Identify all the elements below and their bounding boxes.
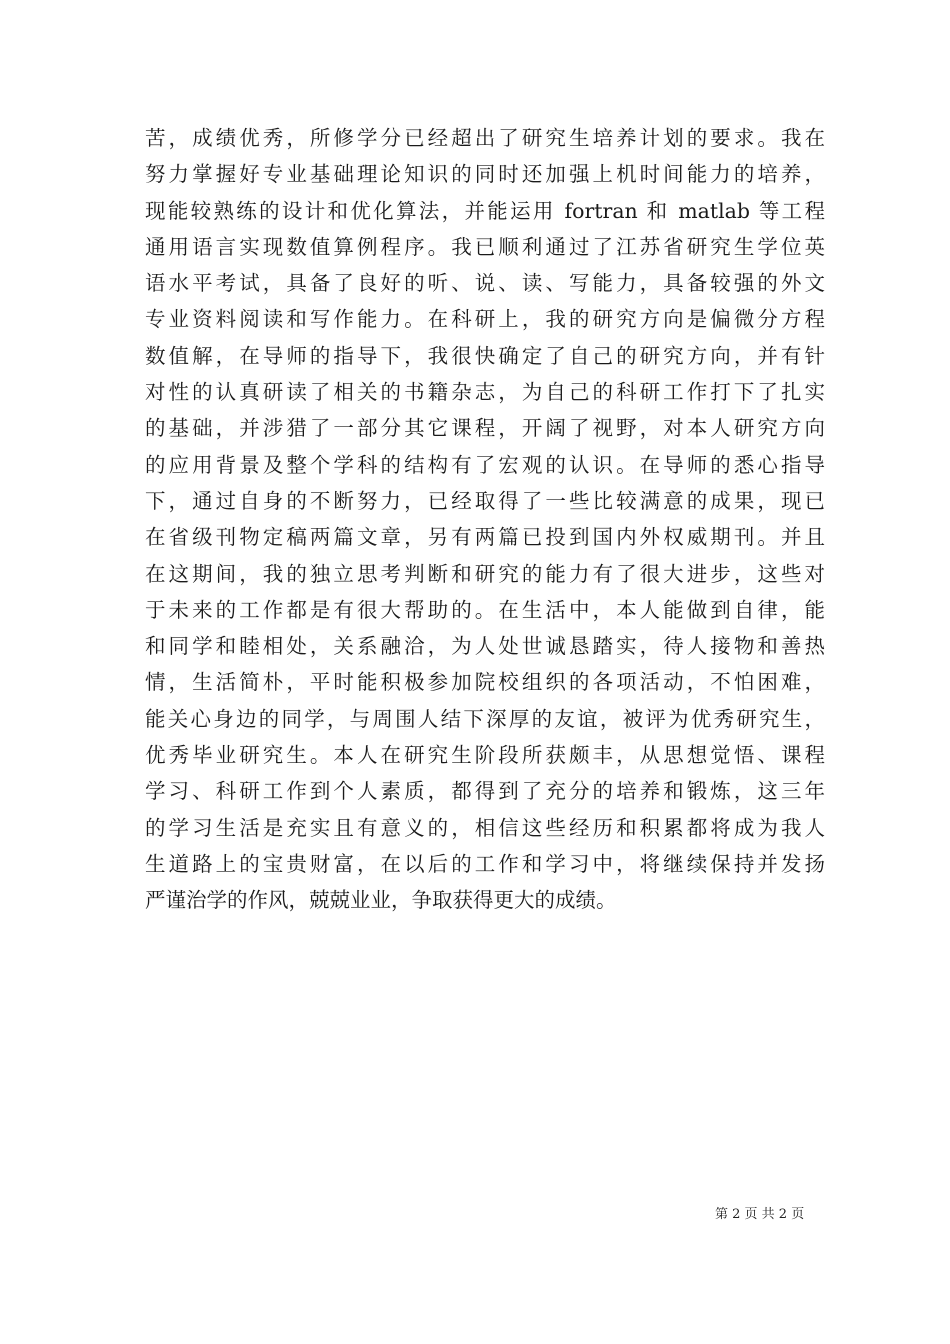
- paragraph-line: 的基础，并涉猎了一部分其它课程，开阔了视野，对本人研究方向: [145, 416, 825, 441]
- paragraph-line: 于未来的工作都是有很大帮助的。在生活中，本人能做到自律，能: [145, 597, 825, 622]
- paragraph-line: 在省级刊物定稿两篇文章，另有两篇已投到国内外权威期刊。并且: [145, 525, 825, 550]
- paragraph-line: 对性的认真研读了相关的书籍杂志，为自己的科研工作打下了扎实: [145, 380, 825, 405]
- paragraph-line: 学习、科研工作到个人素质，都得到了充分的培养和锻炼，这三年: [145, 779, 825, 804]
- page-number-footer: 第 2 页 共 2 页: [715, 1207, 805, 1222]
- paragraph-line: 下，通过自身的不断努力，已经取得了一些比较满意的成果，现已: [145, 488, 825, 513]
- paragraph-line: 努力掌握好专业基础理论知识的同时还加强上机时间能力的培养，: [145, 162, 825, 187]
- paragraph-line: 在这期间，我的独立思考判断和研究的能力有了很大进步，这些对: [145, 561, 825, 586]
- paragraph-line: 情，生活简朴，平时能积极参加院校组织的各项活动，不怕困难，: [145, 670, 825, 695]
- paragraph-line: 严谨治学的作风，兢兢业业，争取获得更大的成绩。: [145, 888, 617, 913]
- paragraph-line: 能关心身边的同学，与周围人结下深厚的友谊，被评为优秀研究生，: [145, 706, 825, 731]
- paragraph-line: 现能较熟练的设计和优化算法，并能运用 fortran 和 matlab 等工程: [145, 198, 825, 223]
- paragraph-line: 的应用背景及整个学科的结构有了宏观的认识。在导师的悉心指导: [145, 452, 825, 477]
- paragraph-line: 优秀毕业研究生。本人在研究生阶段所获颇丰，从思想觉悟、课程: [145, 743, 825, 768]
- paragraph-line: 语水平考试，具备了良好的听、说、读、写能力，具备较强的外文: [145, 271, 825, 296]
- paragraph-line: 的学习生活是充实且有意义的，相信这些经历和积累都将成为我人: [145, 815, 825, 840]
- paragraph-line: 数值解，在导师的指导下，我很快确定了自己的研究方向，并有针: [145, 343, 825, 368]
- paragraph-line: 苦，成绩优秀，所修学分已经超出了研究生培养计划的要求。我在: [145, 126, 825, 150]
- paragraph-line: 专业资料阅读和写作能力。在科研上，我的研究方向是偏微分方程: [145, 307, 825, 332]
- paragraph-line: 通用语言实现数值算例程序。我已顺利通过了江苏省研究生学位英: [145, 234, 825, 259]
- body-paragraph: [145, 120, 825, 919]
- paragraph-line: 生道路上的宝贵财富，在以后的工作和学习中，将继续保持并发扬: [145, 851, 825, 876]
- paragraph-line: 和同学和睦相处，关系融洽，为人处世诚恳踏实，待人接物和善热: [145, 634, 825, 659]
